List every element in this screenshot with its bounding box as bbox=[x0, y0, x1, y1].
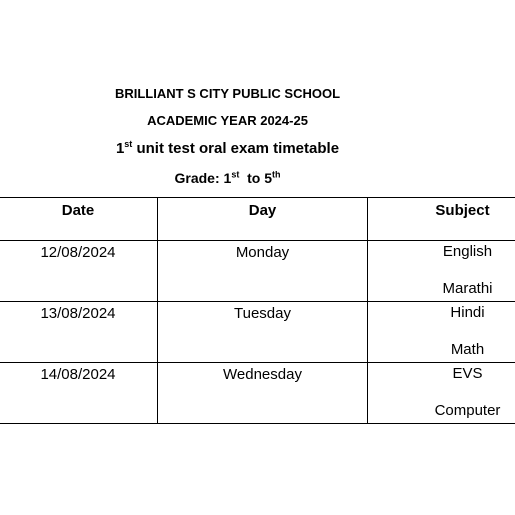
grade-middle: to 5 bbox=[239, 170, 272, 186]
day-cell: Wednesday bbox=[158, 363, 368, 424]
subject-first: English bbox=[442, 243, 493, 260]
table-row bbox=[0, 363, 515, 424]
day-cell: Tuesday bbox=[158, 302, 368, 363]
school-name: BRILLIANT S CITY PUBLIC SCHOOL bbox=[114, 86, 341, 101]
table-header-row bbox=[0, 198, 515, 241]
date-cell: 13/08/2024 bbox=[0, 302, 158, 363]
column-header-date: Date bbox=[0, 198, 158, 241]
column-header-subject: Subject bbox=[368, 198, 515, 241]
subject-cell bbox=[368, 241, 515, 302]
date-cell: 12/08/2024 bbox=[0, 241, 158, 302]
subject-cell bbox=[368, 363, 515, 424]
academic-year: ACADEMIC YEAR 2024-25 bbox=[147, 113, 308, 128]
grade-superscript-last: th bbox=[272, 169, 281, 180]
title-text: unit test oral exam timetable bbox=[132, 140, 340, 157]
subject-second: Computer bbox=[434, 402, 501, 419]
table-row bbox=[0, 241, 515, 302]
subject-second: Marathi bbox=[442, 280, 493, 297]
subject-first: EVS bbox=[452, 365, 483, 382]
subject-second: Math bbox=[450, 341, 485, 358]
timetable bbox=[0, 197, 515, 424]
date-cell: 14/08/2024 bbox=[0, 363, 158, 424]
title-superscript: st bbox=[124, 139, 133, 149]
day-cell: Monday bbox=[158, 241, 368, 302]
subject-cell bbox=[368, 302, 515, 363]
timetable-title bbox=[0, 140, 455, 157]
grade-range bbox=[0, 170, 455, 186]
title-number: 1 bbox=[115, 140, 125, 157]
subject-first: Hindi bbox=[450, 304, 485, 321]
column-header-day: Day bbox=[158, 198, 368, 241]
table-row bbox=[0, 302, 515, 363]
grade-prefix: Grade: 1 bbox=[174, 170, 232, 186]
grade-superscript-first: st bbox=[231, 169, 240, 180]
